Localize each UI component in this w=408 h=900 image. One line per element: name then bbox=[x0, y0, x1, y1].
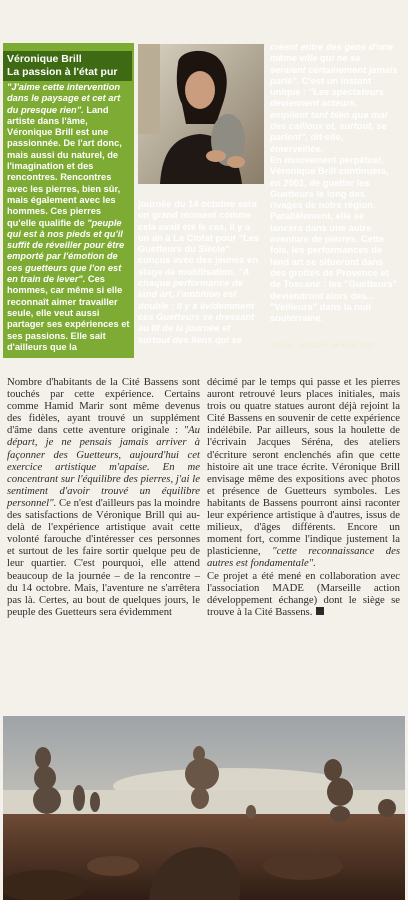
sidebar-column-3-paragraph: En mouvement perpétuel, Véronique Brill continuera, en 2001, de guetter les Guetteurs le long des rivages de notre région. Parallèlement, elle se lancera dans une autre aventure de pierres. Cette fois, les performances de land art se situeront dans des grottes de Provence et de Toscane : les "Guetteurs" deviendront alors des... "Veilleurs" dans la nuit souterraine. bbox=[270, 154, 397, 324]
article-column-right bbox=[207, 376, 400, 618]
article-paragraph bbox=[207, 570, 400, 618]
sidebar-column-3-paragraph bbox=[270, 42, 398, 155]
sidebar-column-2 bbox=[138, 199, 264, 346]
text: Land artiste dans l'âme, Véronique Brill est une passionnée. De l'art donc, mais aussi du naturel, de l'imagination et des rencontres. Rencontres avec les pierres, bien sûr, mais également avec les hommes. Ces pierres qu'elle qualifie de bbox=[7, 104, 122, 228]
portrait-photo bbox=[138, 44, 264, 184]
text: C'est un instant unique : bbox=[270, 75, 372, 98]
quote: "Au départ, je ne pensais jamais arriver à façonner des Guetteurs, aujourd'hui cet exercice artistique m'apaise. En me concentrant sur l'équilibre des pierres, j'ai le sentiment d'avoir trouvé un équilibre personnel". bbox=[7, 424, 200, 509]
text: dit-elle, émerveillée. bbox=[270, 132, 344, 154]
quote: "Les spectateurs deviennent acteurs, empilent tant bien que mal des cailloux et, surtout, se parlent", bbox=[270, 87, 388, 143]
text: Nombre d'habitants de la Cité Bassens sont touchés par cette expérience. Certains comme Hamid Marir sont même devenus des fidèles, ayant trouvé un supplément d'âme dans cette aventure originale : bbox=[7, 376, 200, 437]
quote: "A chaque performance de land art, l'ambition est double : il y a évidemment ces Guetteurs se dressant au fil de la journée et surtout des liens qui se bbox=[138, 266, 255, 345]
article-paragraph bbox=[207, 376, 400, 570]
sidebar-title-subtitle: La passion à l'état pur bbox=[7, 66, 118, 78]
sidebar-title bbox=[3, 51, 132, 81]
text: décimé par le temps qui passe et les pierres auront retrouvé leurs places initiales, mais trois ou quatre statues auront déjà rejoint la Cité Bassens en souvenir de cette expérience indélébile. Par ailleurs, sous la houlette de l'écrivain Jacques Séréna, des ateliers d'écriture seront enclenchés afin que cette histoire ait une trace écrite. Véronique Brill envisage même des expositions avec photos et présence de Guetteurs symboles. Les habitants de Bassens pourront ainsi raconter leur expérience artistique à d'autres, issus de milieux, d'âges différents. Encore un moment fort, comme l'indique justement la plasticienne, bbox=[207, 376, 400, 558]
quote: "J'aime cette intervention dans le paysage et cet art du presque rien". bbox=[7, 82, 121, 115]
text: Ce projet a été mené en collaboration avec l'association MADE (Marseille action développement échange) dont le siège se trouve à la Cité Bassens. bbox=[207, 569, 400, 618]
sidebar-column-3 bbox=[270, 42, 398, 324]
text: Ce n'est d'ailleurs pas la moindre des satisfactions de Véronique Brill qui au-delà de l'expérience artistique avait cette volonté farouche d'intéresser ces personnes et surtout de les faire sortir quelque peu de leur quartier. C'est pourquoi, elle attend beaucoup de la journée – de la rencontre – du 14 octobre. Mais, l'aventure ne s'arrêtera pas là. Certes, au bout de quelques jours, le peuple des Guetteurs sera évidemment bbox=[7, 496, 200, 618]
sidebar-title-name: Véronique Brill bbox=[7, 53, 82, 65]
quote: "cette reconnaissance des autres est fondamentale". bbox=[207, 545, 401, 570]
contact-line: Contact : ACACIAA, 04 42 08 33 37 bbox=[272, 342, 376, 349]
quote: "peuple qui est à nos pieds et qu'il suffit de réveiller pour être emporté par l'émotion de ces guetteurs que l'on est en train de lever". bbox=[7, 217, 125, 285]
quote: créent entre des gens d'une même ville qui ne se seraient certainement jamais parlé". bbox=[270, 42, 398, 86]
text: Ces hommes, car même si elle reconnaît aimer travailler seule, elle veut aussi partager ses expériences et ses passions. Elle sait d'ailleurs que la bbox=[7, 274, 130, 352]
text: journée du 14 octobre sera un grand moment comme cela avait été le cas, il y a un an à La Ciotat pour "Les Guetteurs du Siècle" conçus avec des jeunes en stage de mobilisation. bbox=[138, 199, 260, 277]
stones-photo bbox=[3, 716, 405, 900]
end-of-article-icon bbox=[316, 607, 324, 615]
sidebar-column-1 bbox=[7, 82, 131, 353]
article-column-left bbox=[7, 376, 200, 618]
